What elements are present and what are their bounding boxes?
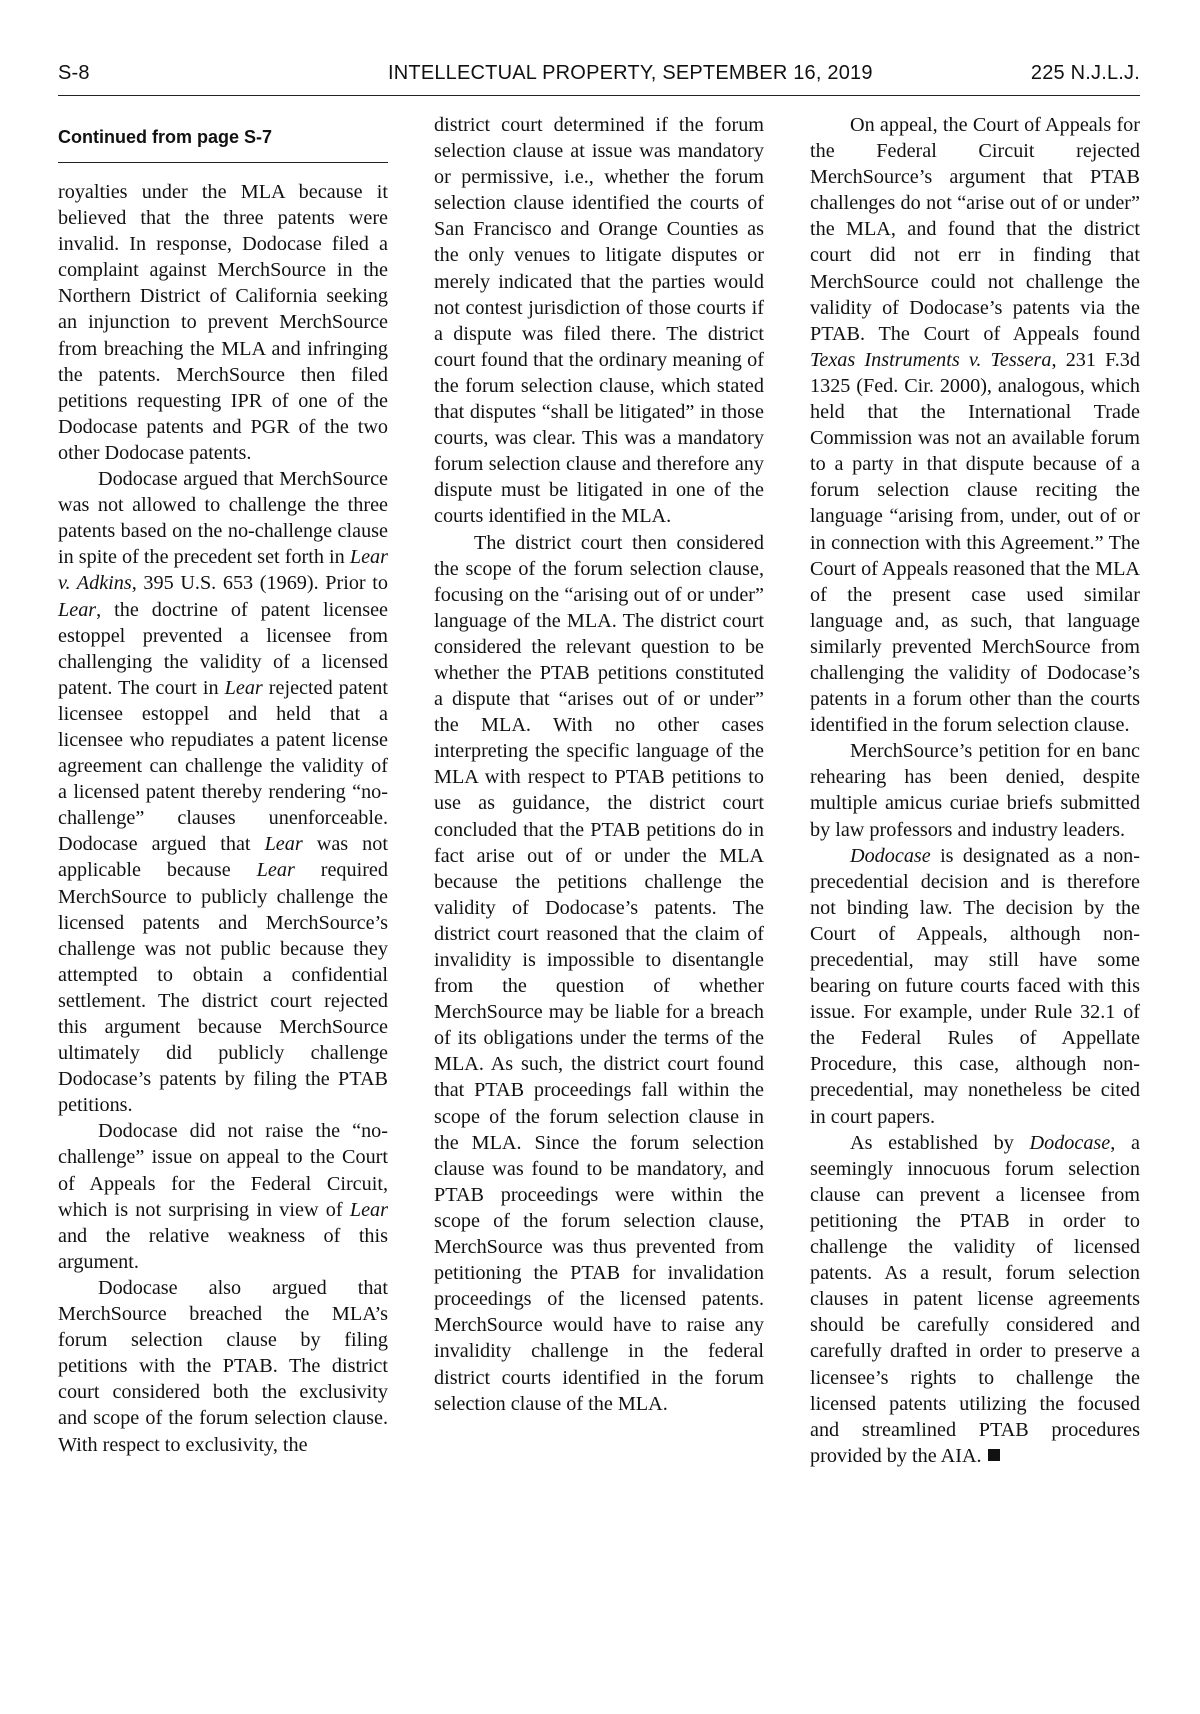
case-name: Lear — [58, 598, 97, 621]
paragraph: As established by Dodocase, a seemingly innocuous forum selection clause can prevent a licensee from petitioning the PTAB in order to challenge the validity of licensed patents. As a result, forum selection clauses in patent license agreements should be carefully considered and carefully drafted in order to preserve a licensee’s rights to challenge the licensed patents utilizing the focused and streamlined PTAB procedures provided by the AIA. — [810, 1131, 1140, 1467]
case-name: Dodocase — [1029, 1131, 1111, 1154]
publication-title: INTELLECTUAL PROPERTY, SEPTEMBER 16, 2019 — [388, 62, 873, 84]
case-citation: Texas Instruments v. Tessera — [810, 348, 1052, 371]
page-header — [58, 62, 1140, 92]
continued-from-label: Continued from page S-7 — [58, 126, 388, 163]
article-column-2 — [434, 112, 764, 1417]
article-column-1 — [58, 112, 388, 1458]
paragraph: Dodocase is designated as a non-precedential decision and is therefore not binding law. The decision by the Court of Appeals, although non-precedential, may still have some bearing on future courts faced with this issue. For example, under Rule 32.1 of the Federal Rules of Appellate Procedure, this case, although non-precedential, may nonetheless be cited in court papers. — [810, 844, 1140, 1128]
case-name: Lear — [256, 859, 295, 882]
paragraph: royalties under the MLA because it believed that the three patents were invalid. In response, Dodocase filed a complaint against MerchSource in the Northern District of California seeking an injunction to prevent MerchSource from breaching the MLA and infringing the patents. MerchSource then filed petitions requesting IPR of one of the Dodocase patents and PGR of the two other Dodocase patents. — [58, 181, 388, 464]
case-name: Lear — [224, 676, 263, 699]
case-name: Lear — [264, 833, 303, 856]
case-name: Dodocase — [850, 844, 931, 867]
newspaper-page — [58, 0, 1140, 1714]
paragraph: Dodocase did not raise the “no-challenge” issue on appeal to the Court of Appeals for the Federal Circuit, which is not surprising in view of Lear and the relative weakness of this argument. — [58, 1120, 388, 1273]
paragraph: MerchSource’s petition for en banc rehearing has been denied, despite multiple amicus curiae briefs submitted by law professors and industry leaders. — [810, 740, 1140, 841]
header-rule — [58, 95, 1140, 96]
paragraph: Dodocase also argued that MerchSource breached the MLA’s forum selection clause by filing petitions with the PTAB. The district court considered both the exclusivity and scope of the forum selection clause. With respect to exclusivity, the — [58, 1276, 388, 1456]
paragraph: Dodocase argued that MerchSource was not allowed to challenge the three patents based on the no-challenge clause in spite of the precedent set forth in Lear v. Adkins, 395 U.S. 653 (1969). Prior to Lear, the doctrine of patent licensee estoppel prevented a licensee from challenging the validity of a licensed patent. The court in Lear rejected patent licensee estoppel and held that a licensee who repudiates a patent license agreement can challenge the validity of a licensed patent thereby rendering “no-challenge” clauses unenforceable. Dodocase argued that Lear was not applicable because Lear required MerchSource to publicly challenge the licensed patents and MerchSource’s challenge was not public because they attempted to obtain a confidential settlement. The district court rejected this argument because MerchSource ultimately did publicly challenge Dodocase’s patents by filing the PTAB petitions. — [58, 468, 389, 1117]
case-name: Lear — [349, 1198, 388, 1221]
paragraph: The district court then considered the scope of the forum selection clause, focusing on the “arising out of or under” language of the MLA. The district court considered the relevant question to be whether the PTAB petitions constituted a dispute that “arises out of or under” the MLA. With no other cases interpreting the specific language of the MLA with respect to PTAB petitions to use as guidance, the district court concluded that the PTAB petitions do in fact arise out of or under the MLA because the petitions challenge the validity of Dodocase’s patents. The district court reasoned that the claim of invalidity is impossible to disentangle from the question of whether MerchSource may be liable for a breach of its obligations under the terms of the MLA. As such, the district court found that PTAB proceedings fall within the scope of the forum selection clause in the MLA. Since the forum selection clause was found to be mandatory, and PTAB proceedings were within the scope of the forum selection clause, MerchSource was thus prevented from petitioning the PTAB for invalidation proceedings of the licensed patents. MerchSource would have to raise any invalidity challenge in the federal district courts identified in the forum selection clause of the MLA. — [434, 531, 764, 1415]
article-column-3 — [810, 112, 1140, 1469]
page-number: S-8 — [58, 62, 90, 84]
end-of-article-mark — [988, 1449, 1000, 1461]
paragraph: district court determined if the forum selection clause at issue was mandatory or permissive, i.e., whether the forum selection clause identified the courts of San Francisco and Orange Counties as the only venues to litigate disputes or merely indicated that the parties would not contest jurisdiction of those courts if a dispute was filed there. The district court found that the ordinary meaning of the forum selection clause, which stated that disputes “shall be litigated” in those courts, was clear. This was a mandatory forum selection clause and therefore any dispute must be litigated in one of the courts identified in the MLA. — [434, 114, 764, 528]
paragraph: On appeal, the Court of Appeals for the Federal Circuit rejected MerchSource’s argument that PTAB challenges do not “arise out of or under” the MLA, and found that the district court did not err in finding that MerchSource could not challenge the validity of Dodocase’s patents via the PTAB. The Court of Appeals found Texas Instruments v. Tessera, 231 F.3d 1325 (Fed. Cir. 2000), analogous, which held that the International Trade Commission was not an available forum to a party in that dispute because of a forum selection clause reciting the language “arising from, under, out of or in connection with this Agreement.” The Court of Appeals reasoned that the MLA of the present case used similar language and, as such, that language similarly prevented MerchSource from challenging the validity of Dodocase’s patents in a forum other than the courts identified in the forum selection clause. — [810, 114, 1140, 737]
publication-citation: 225 N.J.L.J. — [1030, 62, 1140, 84]
case-citation: Lear v. Adkins — [58, 546, 388, 595]
